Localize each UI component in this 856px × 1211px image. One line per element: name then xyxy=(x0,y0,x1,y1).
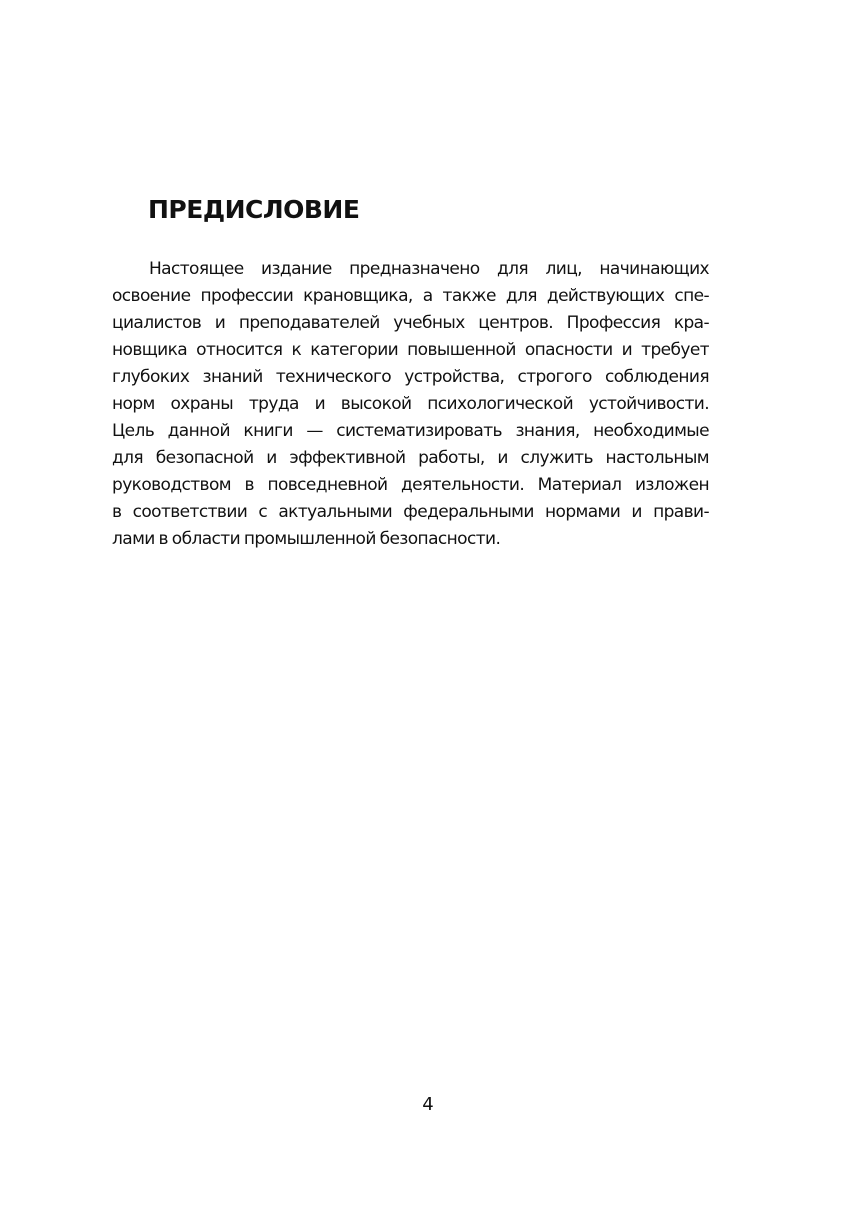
paragraph-line-5: глубоких знаний технического устройства, строгого соблюдения xyxy=(112,367,709,387)
paragraph-line-2: освоение профессии крановщика, а также для действующих спе- xyxy=(112,286,709,306)
paragraph-line-6: норм охраны труда и высокой психологической устойчивости. xyxy=(112,394,709,414)
chapter-heading: ПРЕДИСЛОВИЕ xyxy=(148,195,360,224)
paragraph-line-10: в соответствии с актуальными федеральными нормами и прави- xyxy=(112,502,709,522)
paragraph-line-7: Цель данной книги — систематизировать знания, необходимые xyxy=(112,421,709,441)
paragraph-line-1: Настоящее издание предназначено для лиц, начинающих xyxy=(149,259,709,279)
paragraph-line-4: новщика относится к категории повышенной опасности и требует xyxy=(112,340,709,360)
paragraph-line-11: лами в области промышленной безопасности. xyxy=(112,529,501,549)
paragraph-line-8: для безопасной и эффективной работы, и служить настольным xyxy=(112,448,709,468)
page-number: 4 xyxy=(422,1094,434,1115)
preface-paragraph xyxy=(112,256,709,553)
paragraph-line-3: циалистов и преподавателей учебных центров. Профессия кра- xyxy=(112,313,709,333)
paragraph-line-9: руководством в повседневной деятельности. Материал изложен xyxy=(112,475,709,495)
